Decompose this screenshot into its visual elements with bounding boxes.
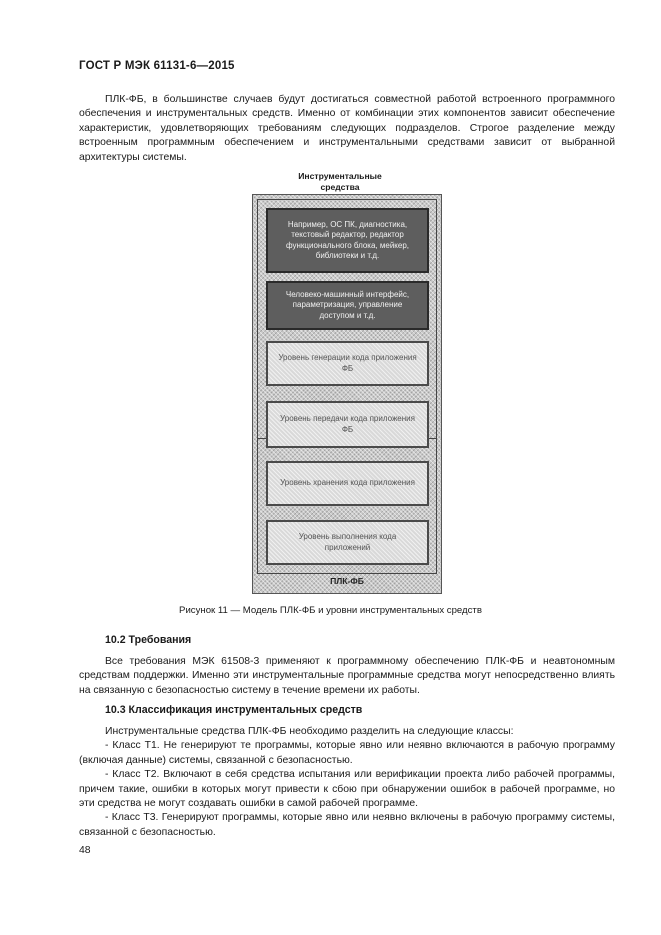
diagram-box-os-tools: Например, ОС ПК, диагностика, текстовый редактор, редактор функционального блока, мейкер, библиотеки и т.д. <box>266 208 429 273</box>
section-10-3-body <box>79 725 615 840</box>
section-10-2-title: 10.2 Требования <box>105 634 192 646</box>
class-t1-item: - Класс Т1. Не генерируют те программы, которые явно или неявно включаются в рабочую программу (включая данные) системы, связанной с безопасностью. <box>79 740 615 766</box>
diagram-box-code-storage: Уровень хранения кода приложения <box>266 461 429 506</box>
intro-text: ПЛК-ФБ, в большинстве случаев будут достигаться совместной работой встроенного программного обеспечения и инструментальных средств. Именно от комбинации этих компонентов зависит обеспечение характеристик, удовлетворяющих требованиям следующих подразделов. Строгое разделение между встроенным программным обеспечением и инструментальными средствами зависит от выбранной архитектуры системы. <box>79 94 615 163</box>
diagram-box-code-generation: Уровень генерации кода приложения ФБ <box>266 341 429 386</box>
document-header: ГОСТ Р МЭК 61131-6—2015 <box>79 60 235 72</box>
section-10-2-body <box>79 655 615 698</box>
plc-fb-label: ПЛК-ФБ <box>330 576 364 586</box>
class-t3-item: - Класс Т3. Генерируют программы, которые явно или неявно включены в рабочую программу системы, связанной с безопасностью. <box>79 812 615 838</box>
diagram-box-hmi: Человеко-машинный интерфейс, параметризация, управление доступом и т.д. <box>266 281 429 330</box>
section-10-3-lead: Инструментальные средства ПЛК-ФБ необходимо разделить на следующие классы: <box>105 726 514 737</box>
section-10-3-title: 10.3 Классификация инструментальных средств <box>105 704 363 716</box>
section-10-2-text: Все требования МЭК 61508-3 применяют к программному обеспечению ПЛК-ФБ и неавтономным средствам поддержки. Именно эти инструментальные программные средства могут непосредственно влиять на связанную с безопасностью систему в течение времени их работы. <box>79 656 615 696</box>
diagram-box-code-transfer: Уровень передачи кода приложения ФБ <box>266 401 429 448</box>
page-number: 48 <box>79 845 91 856</box>
intro-paragraph <box>79 93 615 165</box>
figure-top-label: Инструментальные средства <box>298 171 382 192</box>
diagram-box-code-execution: Уровень выполнения кода приложений <box>266 520 429 565</box>
figure-caption: Рисунок 11 — Модель ПЛК-ФБ и уровни инструментальных средств <box>179 605 482 616</box>
class-t2-item: - Класс Т2. Включают в себя средства испытания или верификации проекта либо рабочей программы, причем такие, ошибки в которых могут привести к сбою при обнаружении ошибок в рабочей программе, но эти средства не могут создавать ошибки в самой рабочей программе. <box>79 769 615 810</box>
